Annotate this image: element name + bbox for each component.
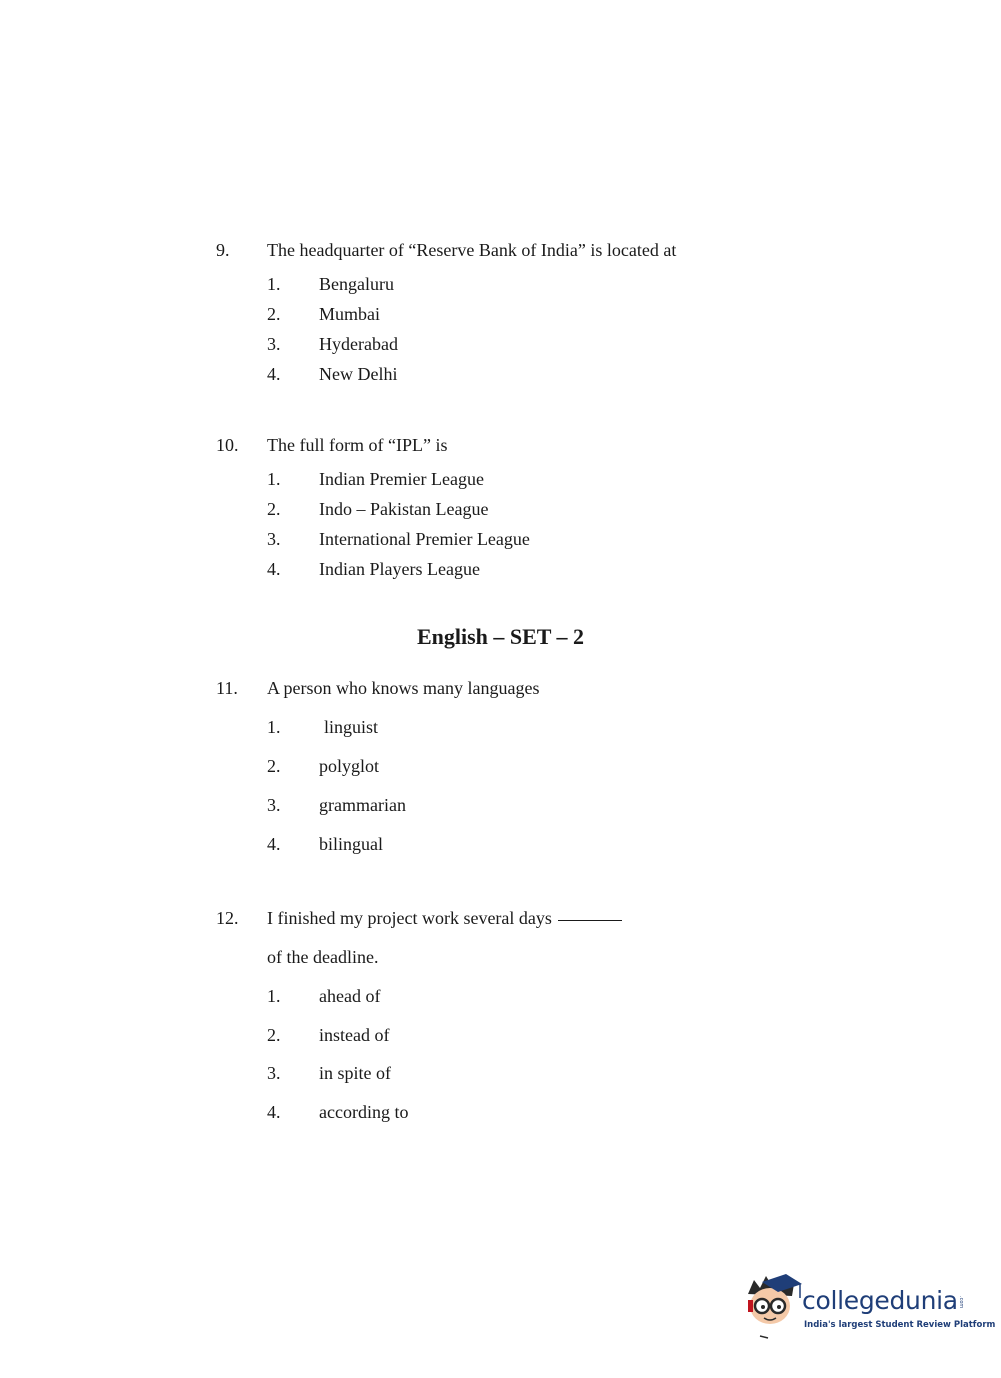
fill-blank-line [558, 920, 622, 921]
question-number: 10. [216, 435, 239, 455]
option-number: 1. [267, 986, 281, 1006]
question-number: 9. [216, 240, 230, 260]
option-number: 4. [267, 364, 281, 384]
question-text [267, 907, 622, 929]
brand-suffix: .com [958, 1296, 964, 1309]
option-number: 1. [267, 469, 281, 489]
option-text: Mumbai [319, 304, 380, 324]
question-number: 11. [216, 678, 238, 698]
option-number: 2. [267, 756, 281, 776]
option-text: Indo – Pakistan League [319, 499, 489, 519]
option-text: New Delhi [319, 364, 398, 384]
option-text: linguist [324, 717, 379, 737]
option-number: 1. [267, 717, 281, 737]
option-number: 4. [267, 1102, 281, 1122]
question-text: The full form of “IPL” is [267, 435, 448, 455]
brand-tagline: India's largest Student Review Platform [804, 1320, 996, 1330]
option-text: International Premier League [319, 529, 530, 549]
section-heading: English – SET – 2 [416, 624, 585, 649]
option-number: 3. [267, 334, 281, 354]
option-text: bilingual [319, 834, 383, 854]
option-text: Hyderabad [319, 334, 398, 354]
option-text: in spite of [319, 1063, 391, 1083]
brand-name: collegedunia [802, 1286, 958, 1315]
option-number: 2. [267, 1025, 281, 1045]
question-text-main: I finished my project work several days [267, 908, 552, 928]
option-text: polyglot [319, 756, 380, 776]
option-text: Indian Players League [319, 559, 480, 579]
collegedunia-logo [742, 1272, 996, 1342]
option-number: 3. [267, 795, 281, 815]
option-number: 4. [267, 559, 281, 579]
option-text: according to [319, 1102, 409, 1122]
option-number: 3. [267, 529, 281, 549]
option-number: 1. [267, 274, 281, 294]
option-number: 3. [267, 1063, 281, 1083]
mascot-icon [742, 1272, 804, 1342]
option-text: grammarian [319, 795, 406, 815]
question-text: A person who knows many languages [267, 678, 540, 698]
option-text: instead of [319, 1025, 390, 1045]
question-text: The headquarter of “Reserve Bank of India” is located at [267, 240, 677, 260]
option-number: 4. [267, 834, 281, 854]
option-text: Bengaluru [319, 274, 394, 294]
question-text-continued: of the deadline. [267, 947, 379, 967]
option-text: Indian Premier League [319, 469, 484, 489]
option-text: ahead of [319, 986, 381, 1006]
option-number: 2. [267, 304, 281, 324]
option-number: 2. [267, 499, 281, 519]
question-number: 12. [216, 908, 239, 928]
